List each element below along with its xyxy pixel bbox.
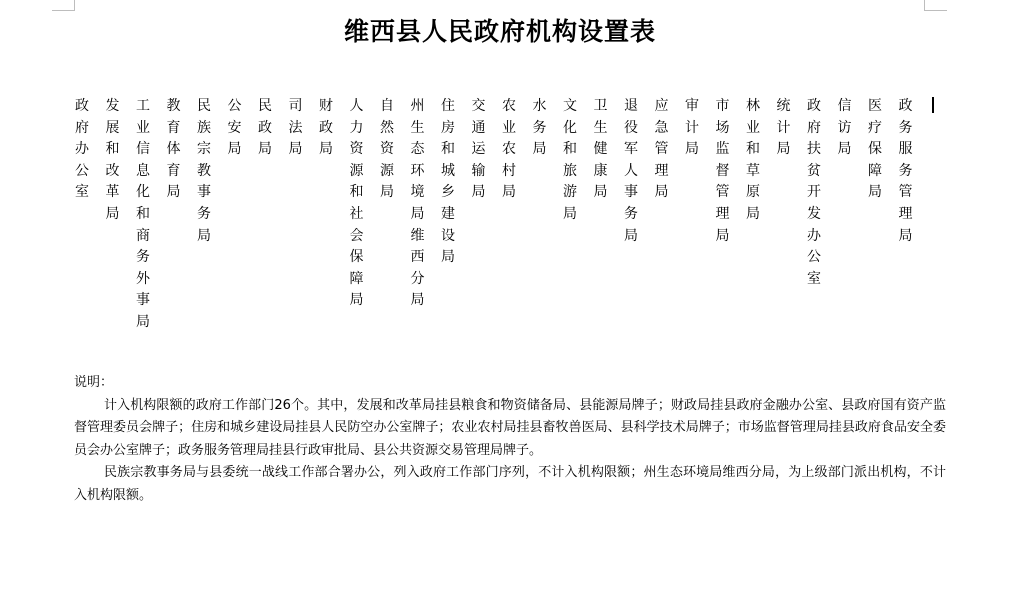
notes-paragraph: 计入机构限额的政府工作部门26个。其中，发展和改革局挂县粮食和物资储备局、县能源局牌子；财政局挂县政府金融办公室、县政府国有资产监督管理委员会牌子；住房和城乡建设局挂县人民防空办公室牌子；农业农村局挂县畜牧兽医局、县科学技术局牌子；市场监督管理局挂县政府食品安全委员会办公室牌子；政务服务管理局挂县行政审批局、县公共资源交易管理局牌子。 [74, 397, 946, 458]
department-item: 公安局 [227, 98, 242, 158]
department-item: 交通运输局 [471, 98, 486, 201]
department-item: 市场监督管理局 [715, 98, 730, 244]
document-title: 维西县人民政府机构设置表 [343, 17, 656, 46]
department-item: 林业和草原局 [746, 98, 760, 222]
department-item: 审计局 [685, 98, 699, 158]
department-item: 州生态环境局维西分局 [410, 98, 425, 309]
department-item: 人力资源和社会保障局 [349, 98, 364, 309]
department-item: 教育体育局 [166, 98, 181, 201]
notes-section [74, 372, 946, 507]
department-item: 水务局 [532, 98, 547, 158]
department-item: 应急管理局 [654, 98, 669, 201]
department-item: 政务服务管理局 [898, 98, 913, 244]
department-item: 农业农村局 [502, 98, 516, 201]
notes-label: 说明： [74, 375, 114, 390]
department-item: 工业信息化和商务外事局 [136, 98, 150, 330]
department-item: 司法局 [288, 98, 303, 158]
department-item: 医疗保障局 [868, 98, 882, 201]
department-item: 政府扶贫开发办公室 [807, 98, 821, 287]
department-item: 统计局 [776, 98, 791, 158]
department-item: 卫生健康局 [593, 98, 608, 201]
department-item: 财政局 [319, 98, 333, 158]
text-cursor [932, 97, 934, 113]
department-item: 住房和城乡建设局 [441, 98, 455, 266]
department-item: 民政局 [258, 98, 272, 158]
department-item: 文化和旅游局 [563, 98, 577, 222]
page-corner-mark-right [924, 0, 947, 11]
department-item: 政府办公室 [75, 98, 89, 201]
department-item: 发展和改革局 [105, 98, 120, 222]
department-item: 信访局 [837, 98, 852, 158]
department-item: 自然资源局 [380, 98, 394, 201]
department-item: 民族宗教事务局 [197, 98, 211, 244]
page-corner-mark-left [52, 0, 75, 11]
notes-paragraph: 民族宗教事务局与县委统一战线工作部合署办公，列入政府工作部门序列，不计入机构限额；州生态环境局维西分局，为上级部门派出机构，不计入机构限额。 [74, 465, 946, 503]
department-list [60, 96, 950, 336]
department-item: 退役军人事务局 [624, 98, 638, 244]
